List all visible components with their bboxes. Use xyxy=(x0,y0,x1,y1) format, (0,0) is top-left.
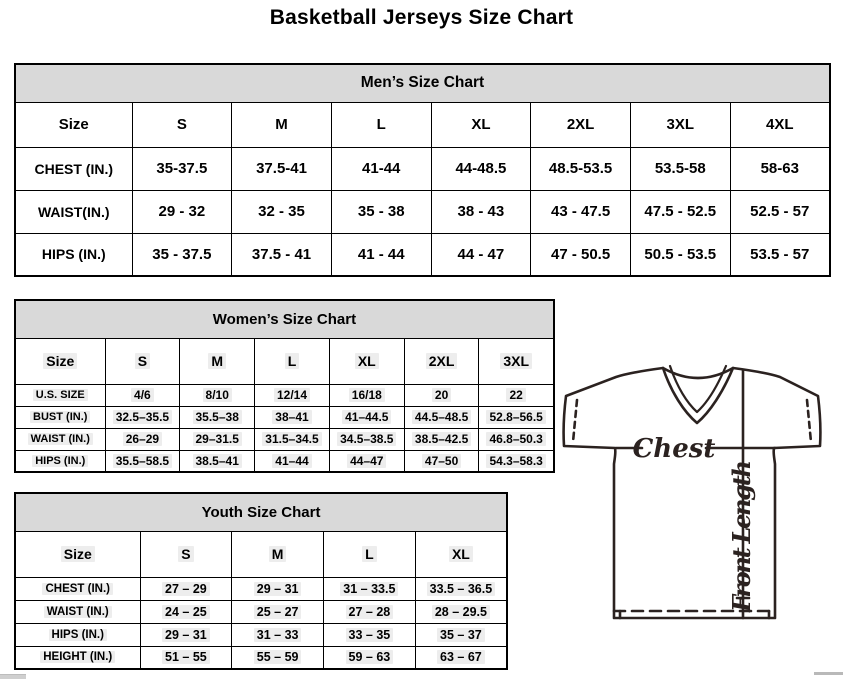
cell-value: 32.5–35.5 xyxy=(105,406,180,428)
row-label: WAIST (IN.) xyxy=(15,428,105,450)
column-header: M xyxy=(180,338,255,384)
cell-value: 41 - 44 xyxy=(331,233,431,276)
cell-value: 16/18 xyxy=(329,384,404,406)
cell-value: 44 - 47 xyxy=(431,233,531,276)
cell-value: 8/10 xyxy=(180,384,255,406)
cell-value: 52.8–56.5 xyxy=(479,406,554,428)
cell-value: 32 - 35 xyxy=(232,190,332,233)
table-row xyxy=(15,623,507,646)
cell-value: 53.5 - 57 xyxy=(730,233,830,276)
column-header: XL xyxy=(431,102,531,147)
column-header: 3XL xyxy=(630,102,730,147)
cell-value: 34.5–38.5 xyxy=(329,428,404,450)
table-caption-row xyxy=(15,64,830,102)
size-header-row xyxy=(15,102,830,147)
scrollbar-fragment-left xyxy=(0,674,26,679)
cell-value: 35 – 37 xyxy=(415,623,507,646)
table-title: Youth Size Chart xyxy=(15,493,507,531)
cell-value: 20 xyxy=(404,384,479,406)
column-header: XL xyxy=(329,338,404,384)
cell-value: 35-37.5 xyxy=(132,147,232,190)
table-row xyxy=(15,428,554,450)
table-row xyxy=(15,406,554,428)
table-row xyxy=(15,233,830,276)
column-header: L xyxy=(324,531,416,577)
cell-value: 59 – 63 xyxy=(324,646,416,669)
cell-value: 33 – 35 xyxy=(324,623,416,646)
mens-size-table xyxy=(14,63,831,277)
table-caption-row xyxy=(15,493,507,531)
table-caption-row xyxy=(15,300,554,338)
cell-value: 51 – 55 xyxy=(140,646,232,669)
column-header: M xyxy=(232,102,332,147)
cell-value: 48.5-53.5 xyxy=(531,147,631,190)
cell-value: 43 - 47.5 xyxy=(531,190,631,233)
cell-value: 37.5 - 41 xyxy=(232,233,332,276)
cell-value: 54.3–58.3 xyxy=(479,450,554,472)
cell-value: 29 – 31 xyxy=(140,623,232,646)
youth-size-table xyxy=(14,492,508,670)
cell-value: 12/14 xyxy=(255,384,330,406)
table-row xyxy=(15,384,554,406)
table-row xyxy=(15,577,507,600)
cell-value: 28 – 29.5 xyxy=(415,600,507,623)
cell-value: 37.5-41 xyxy=(232,147,332,190)
column-header: M xyxy=(232,531,324,577)
cell-value: 25 – 27 xyxy=(232,600,324,623)
cell-value: 31 – 33 xyxy=(232,623,324,646)
cell-value: 44.5–48.5 xyxy=(404,406,479,428)
column-header: L xyxy=(331,102,431,147)
size-header-row xyxy=(15,531,507,577)
cell-value: 29 - 32 xyxy=(132,190,232,233)
cell-value: 52.5 - 57 xyxy=(730,190,830,233)
table-row xyxy=(15,147,830,190)
cell-value: 33.5 – 36.5 xyxy=(415,577,507,600)
collar-inner-curve xyxy=(670,366,726,412)
jersey-measurement-diagram xyxy=(556,360,840,624)
cell-value: 24 – 25 xyxy=(140,600,232,623)
left-cuff-dashed-line xyxy=(573,400,577,442)
cell-value: 41–44.5 xyxy=(329,406,404,428)
row-label: U.S. SIZE xyxy=(15,384,105,406)
scrollbar-fragment-right xyxy=(814,672,843,675)
row-label: WAIST (IN.) xyxy=(15,600,140,623)
table-row xyxy=(15,646,507,669)
column-header: L xyxy=(255,338,330,384)
table-title: Women’s Size Chart xyxy=(15,300,554,338)
column-header: Size xyxy=(15,338,105,384)
row-label: HIPS (IN.) xyxy=(15,450,105,472)
row-label: HEIGHT (IN.) xyxy=(15,646,140,669)
cell-value: 44–47 xyxy=(329,450,404,472)
column-header: 2XL xyxy=(531,102,631,147)
cell-value: 50.5 - 53.5 xyxy=(630,233,730,276)
column-header: S xyxy=(140,531,232,577)
cell-value: 44-48.5 xyxy=(431,147,531,190)
column-header: S xyxy=(105,338,180,384)
cell-value: 38 - 43 xyxy=(431,190,531,233)
cell-value: 29 – 31 xyxy=(232,577,324,600)
column-header: 3XL xyxy=(479,338,554,384)
cell-value: 35 - 38 xyxy=(331,190,431,233)
table-row xyxy=(15,600,507,623)
cell-value: 38.5–41 xyxy=(180,450,255,472)
table-row xyxy=(15,190,830,233)
cell-value: 38–41 xyxy=(255,406,330,428)
cell-value: 35.5–58.5 xyxy=(105,450,180,472)
cell-value: 27 – 28 xyxy=(324,600,416,623)
row-label: BUST (IN.) xyxy=(15,406,105,428)
front-length-label: Front Length xyxy=(727,460,756,612)
row-label: WAIST(IN.) xyxy=(15,190,132,233)
row-label: CHEST (IN.) xyxy=(15,577,140,600)
column-header: S xyxy=(132,102,232,147)
cell-value: 41–44 xyxy=(255,450,330,472)
cell-value: 55 – 59 xyxy=(232,646,324,669)
cell-value: 53.5-58 xyxy=(630,147,730,190)
column-header: 2XL xyxy=(404,338,479,384)
cell-value: 63 – 67 xyxy=(415,646,507,669)
cell-value: 31 – 33.5 xyxy=(324,577,416,600)
cell-value: 46.8–50.3 xyxy=(479,428,554,450)
cell-value: 4/6 xyxy=(105,384,180,406)
table-title: Men’s Size Chart xyxy=(15,64,830,102)
cell-value: 58-63 xyxy=(730,147,830,190)
column-header: Size xyxy=(15,102,132,147)
column-header: XL xyxy=(415,531,507,577)
cell-value: 26–29 xyxy=(105,428,180,450)
column-header: Size xyxy=(15,531,140,577)
cell-value: 38.5–42.5 xyxy=(404,428,479,450)
cell-value: 31.5–34.5 xyxy=(255,428,330,450)
cell-value: 41-44 xyxy=(331,147,431,190)
cell-value: 47–50 xyxy=(404,450,479,472)
cell-value: 22 xyxy=(479,384,554,406)
cell-value: 29–31.5 xyxy=(180,428,255,450)
column-header: 4XL xyxy=(730,102,830,147)
womens-size-table xyxy=(14,299,555,473)
table-row xyxy=(15,450,554,472)
cell-value: 35 - 37.5 xyxy=(132,233,232,276)
cell-value: 27 – 29 xyxy=(140,577,232,600)
right-cuff-dashed-line xyxy=(807,400,811,442)
page-title: Basketball Jerseys Size Chart xyxy=(269,6,574,29)
cell-value: 47.5 - 52.5 xyxy=(630,190,730,233)
row-label: HIPS (IN.) xyxy=(15,233,132,276)
row-label: HIPS (IN.) xyxy=(15,623,140,646)
chest-label: Chest xyxy=(632,434,716,464)
cell-value: 35.5–38 xyxy=(180,406,255,428)
size-header-row xyxy=(15,338,554,384)
cell-value: 47 - 50.5 xyxy=(531,233,631,276)
row-label: CHEST (IN.) xyxy=(15,147,132,190)
